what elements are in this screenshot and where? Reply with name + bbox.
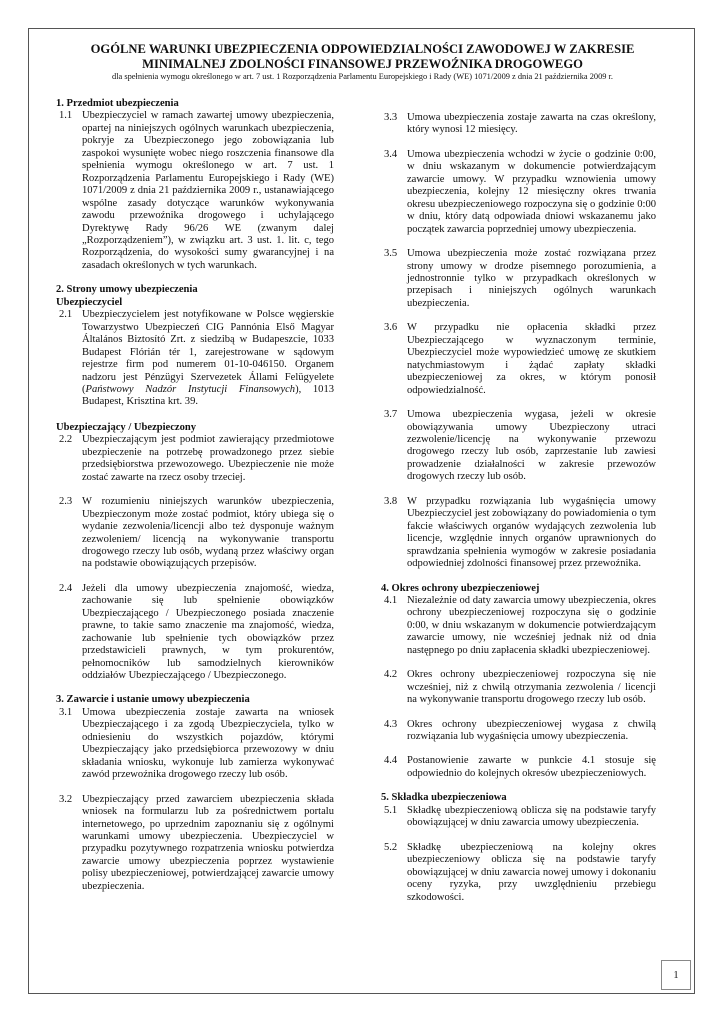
- clause-number: 4.3: [384, 718, 398, 730]
- clause-5-2: [381, 842, 656, 904]
- clause-number: 3.8: [384, 495, 398, 507]
- clause-text: Niezależnie od daty zawarcia umowy ubezpieczenia, okres ochrony ubezpieczeniowej rozpoczyna się o godzinie 0:00, w dniu wskazanym w dokumencie potwierdzającym zawarcie umowy, nie wcześniej jednak niż od dnia następnego po dniu zapłacenia składki ubezpieczeniowej.: [407, 594, 656, 656]
- clause-text: Składkę ubezpieczeniową oblicza się na podstawie taryfy obowiązującej w dniu zawarcia umowy ubezpieczenia.: [407, 804, 656, 829]
- clause-number: 5.1: [384, 804, 398, 816]
- clause-number: 2.4: [59, 582, 73, 594]
- clause-number: 1.1: [59, 110, 73, 122]
- clause-number: 4.4: [384, 755, 398, 767]
- clause-number: 2.2: [59, 434, 73, 446]
- clause-number: 4.1: [384, 594, 398, 606]
- clause-3-5: [381, 248, 656, 310]
- clause-3-6: [381, 322, 656, 397]
- clause-text: Jeżeli dla umowy ubezpieczenia znajomość, wiedza, zachowanie się lub spełnienie obowiązków Ubezpieczającego / Ubezpieczonego posiada znaczenie prawne, to takie samo znaczenie ma znajomość, wiedza, zachowanie lub spełnienie tych obowiązków przez przedstawicieli prawnych, w tym prokurentów, pełnomocników lub samodzielnych kierowników oddziałów Ubezpieczającego / Ubezpieczonego.: [82, 582, 334, 682]
- clause-text: Ubezpieczyciel w ramach zawartej umowy ubezpieczenia, opartej na niniejszych ogólnych warunkach ubezpieczenia, pokryje za Ubezpieczonego jego zobowiązania lub zaspokoi wysunięte wobec niego roszczenia finansowe dla spełnienia wymogu określonego w art. 7 ust. 1 Rozporządzenia Parlamentu Europejskiego i Rady (WE) 1071/2009 z dnia 21 października 2009 r., ustanawiającego wspólne zasady dotyczące warunków wykonywania zawodu przewoźnika drogowego i uchylającego Dyrektywę Rady 96/26 WE (zwanym dalej „Rozporządzeniem”), w związku art. 3 ust. 1. lit. c, tego Rozporządzenia, do wysokości sumy gwarancyjnej i na zasadach określonych w tych warunkach.: [82, 110, 334, 271]
- clause-number: 3.5: [384, 248, 398, 260]
- clause-number: 3.6: [384, 322, 398, 334]
- clause-text: Okres ochrony ubezpieczeniowej wygasa z chwilą rozwiązania lub wygaśnięcia umowy ubezpieczenia.: [407, 718, 656, 743]
- section-heading-2: 2. Strony umowy ubezpieczenia: [56, 284, 198, 296]
- clause-number: 3.7: [384, 409, 398, 421]
- subheading-policyholder: Ubezpieczający / Ubezpieczony: [56, 421, 196, 433]
- subheading-insurer: Ubezpieczyciel: [56, 296, 123, 308]
- clause-4-2: [381, 669, 656, 706]
- clause-text: Umowa ubezpieczenia zostaje zawarta na wniosek Ubezpieczającego i za zgodą Ubezpieczyciela, tylko w odniesieniu do wszystkich pojazdów, którymi Ubezpieczający jako przedsiębiorca przewozowy w dniu składania wniosku, wykonuje lub zamierza wykonywać zawód przewoźnika drogowego rzeczy lub osób.: [82, 706, 334, 781]
- clause-2-3: [56, 496, 334, 571]
- clause-text: Ubezpieczający przed zawarciem ubezpieczenia składa wniosek na formularzu lub za pośrednictwem portalu internetowego, po uprzednim zapoznaniu się z ogólnymi warunkami umowy ubezpieczenia. Ubezpieczyciel w przypadku pozytywnego rozpatrzenia wniosku potwierdza zawarcie umowy ubezpieczenia poprzez wystawienie polisy ubezpieczeniowej, potwierdzającej zawarcie umowy ubezpieczenia.: [82, 793, 334, 892]
- clause-2-2: [56, 434, 334, 484]
- clause-text: Postanowienie zawarte w punkcie 4.1 stosuje się odpowiednio do kolejnych okresów ubezpieczeniowych.: [407, 755, 656, 779]
- clause-3-8: [381, 496, 656, 571]
- section-heading-1: 1. Przedmiot ubezpieczenia: [56, 98, 179, 109]
- clause-1-1: [56, 110, 334, 272]
- clause-text: Umowa ubezpieczenia zostaje zawarta na czas określony, który wynosi 12 miesięcy.: [407, 112, 656, 136]
- clause-text: Okres ochrony ubezpieczeniowej rozpoczyna się nie wcześniej, niż z chwilą otrzymania zezwolenia / licencji na wykonywanie transportu drogowego rzeczy lub osób.: [407, 669, 656, 706]
- clause-5-1: [381, 805, 656, 830]
- clause-text: Umowa ubezpieczenia może zostać rozwiązana przez strony umowy w drodze pisemnego porozumienia, a jednostronnie tylko w przypadkach określonych w przepisach i niniejszych ogólnych warunkach ubezpieczenia.: [407, 248, 656, 309]
- right-column: [381, 112, 656, 904]
- clause-text: Ubezpieczającym jest podmiot zawierający przedmiotowe ubezpieczenie na potrzebę prowadzonego przez siebie przedsiębiorstwa przewozowego. Ubezpieczenie nie może zostać zawarte na rzecz osoby trzeciej.: [82, 434, 334, 483]
- clause-4-4: [381, 755, 656, 780]
- clause-number: 2.3: [59, 496, 73, 508]
- clause-text: Ubezpieczycielem jest notyfikowane w Polsce węgierskie Towarzystwo Ubezpieczeń CIG Pannónia Első Magyar Általános Biztosító Zrt. z siedzibą w Budapeszcie, 1033 Budapest Flórián tér 1, zarejestrowane w sądowym rejestrze firm pod numerem 01-10-046150. Organem nadzoru jest Pénzügyi Szervezetek Állami Felügyelete (Państwowy Nadzór Instytucji Finansowych), 1013 Budapest, Krisztina krt. 39.: [82, 309, 334, 408]
- clause-number: 3.2: [59, 793, 73, 805]
- clause-3-7: [381, 409, 656, 484]
- clause-3-4: [381, 149, 656, 236]
- document-subtitle: dla spełnienia wymogu określonego w art. 7 ust. 1 Rozporządzenia Parlamentu Europejskiego i Rady (WE) 1071/2009 z dnia 21 października 2009 r.: [112, 72, 613, 81]
- document-title-line-2: MINIMALNEJ ZDOLNOŚCI FINANSOWEJ PRZEWOŹNIKA DROGOWEGO: [142, 57, 583, 71]
- clause-3-1: [56, 707, 334, 782]
- section-heading-4: 4. Okres ochrony ubezpieczeniowej: [381, 582, 540, 594]
- clause-3-2: [56, 794, 334, 894]
- clause-number: 5.2: [384, 841, 398, 853]
- clause-text: W rozumieniu niniejszych warunków ubezpieczenia, Ubezpieczonym może zostać podmiot, który ubiega się o wydanie zezwolenia/licencji albo też dysponuje ważnym zezwoleniem/ licencją na wykonywanie transportu drogowego rzeczy lub osób, wydaną przez właściwy organ na podstawie obowiązujących przepisów.: [82, 496, 334, 570]
- clause-number: 2.1: [59, 309, 73, 321]
- clause-number: 3.1: [59, 706, 73, 718]
- document-title-line-1: OGÓLNE WARUNKI UBEZPIECZENIA ODPOWIEDZIALNOŚCI ZAWODOWEJ W ZAKRESIE: [90, 42, 635, 56]
- clause-4-3: [381, 719, 656, 744]
- clause-2-1: [56, 309, 334, 409]
- clause-text: Umowa ubezpieczenia wchodzi w życie o godzinie 0:00, w dniu wskazanym w dokumencie potwierdzającym zawarcie umowy. W przypadku wznowienia umowy ubezpieczenia, kolejny 12 miesięczny okres trwania okresu ubezpieczeniowego rozpoczyna się o godzinie 0:00 w dniu, który datą odpowiada dniowi wskazanemu jako początek zawarcia poprzedniej umowy ubezpieczenia.: [407, 148, 656, 235]
- clause-text: Umowa ubezpieczenia wygasa, jeżeli w okresie obowiązywania umowy Ubezpieczony utraci zezwolenie/licencję na wykonywanie przewozu drogowego rzeczy lub osób, zaprzestanie lub zawiesi prowadzenie działalności w zakresie przewozów drogowych rzeczy lub osób.: [407, 409, 656, 483]
- clause-text: W przypadku rozwiązania lub wygaśnięcia umowy Ubezpieczyciel jest zobowiązany do powiadomienia o tym fakcie właściwych organów wydających zezwolenia lub licencje, względnie innych organów uprawnionych do sprawdzania spełnienia wymogów w zakresie posiadania odpowiedniej zdolności finansowej przez przewoźnika.: [407, 495, 656, 570]
- clause-text: W przypadku nie opłacenia składki przez Ubezpieczającego w wyznaczonym terminie, Ubezpieczyciel może wypowiedzieć umowę ze skutkiem natychmiastowym i żądać zapłaty składki ubezpieczeniowej za okres, w którym ponosił odpowiedzialność.: [407, 322, 656, 396]
- clause-number: 3.3: [384, 112, 398, 123]
- page-number: 1: [661, 960, 691, 990]
- section-heading-5: 5. Składka ubezpieczeniowa: [381, 792, 507, 804]
- clause-text: Składkę ubezpieczeniową na kolejny okres ubezpieczeniowy oblicza się na podstawie taryfy obowiązującej w dniu zawarcia nowej umowy i dokonaniu oceny ryzyka, przy uwzględnieniu przebiegu szkodowości.: [407, 841, 656, 903]
- clause-number: 4.2: [384, 669, 398, 681]
- clause-2-4: [56, 583, 334, 683]
- clause-number: 3.4: [384, 148, 398, 160]
- left-column: [56, 98, 334, 893]
- clause-3-3: [381, 112, 656, 137]
- section-heading-3: 3. Zawarcie i ustanie umowy ubezpieczenia: [56, 694, 250, 706]
- clause-4-1: [381, 595, 656, 657]
